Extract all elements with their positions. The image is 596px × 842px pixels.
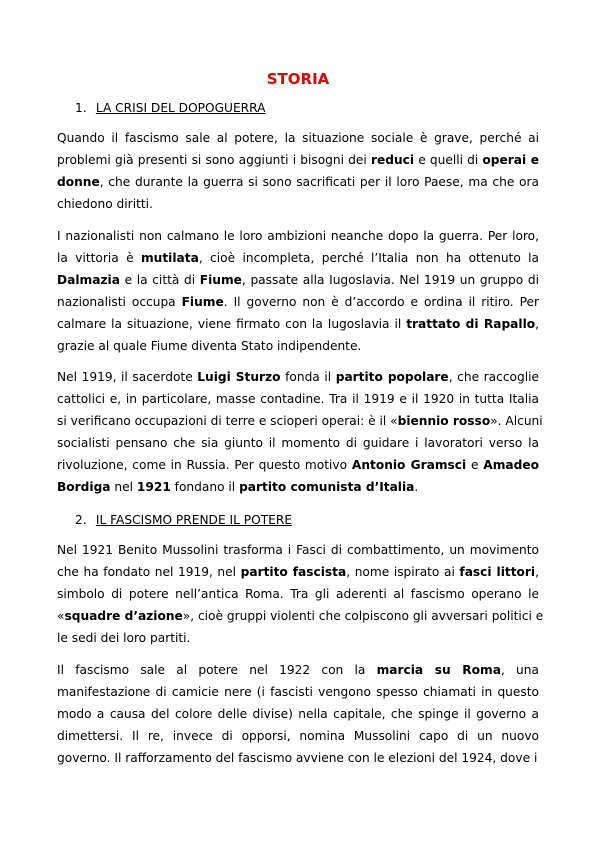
paragraph	[57, 539, 544, 649]
text-run: fondano il	[170, 480, 240, 494]
text-run: nel	[110, 480, 137, 494]
bold-text: marcia su Roma	[376, 663, 501, 677]
text-line	[57, 747, 539, 769]
text-run: ,	[535, 317, 540, 331]
text-run: rivoluzione, come in Russia. Per questo motivo	[57, 458, 352, 472]
paragraph	[57, 127, 539, 215]
text-line	[57, 193, 539, 215]
text-run: , che durante la guerra si sono sacrificati per il loro Paese, ma che ora	[99, 175, 539, 189]
text-run: Nel 1921 Benito Mussolini trasforma i Fasci di combattimento, un movimento	[57, 543, 539, 557]
text-run: . Il governo non è d’accordo e ordina il ritiro. Per	[223, 295, 539, 309]
bold-text: Luigi Sturzo	[197, 370, 281, 384]
text-line	[57, 313, 539, 335]
text-line	[57, 127, 539, 149]
bold-text: 1921	[136, 480, 171, 494]
text-run: fonda il	[280, 370, 336, 384]
text-run: calmare la situazione, viene firmato con la Iugoslavia il	[57, 317, 407, 331]
text-run: si verificano occupazioni di terre e scioperi operai: è il «	[57, 414, 398, 428]
text-line	[57, 291, 539, 313]
paragraph	[57, 366, 543, 498]
text-line	[57, 335, 539, 357]
text-run: e quelli di	[414, 153, 483, 167]
bold-text: partito fascista	[240, 565, 347, 579]
bold-text: fasci littori	[459, 565, 536, 579]
text-line	[57, 388, 539, 410]
text-run: , cioè incompleta, perché l’Italia non ha ottenuto la	[198, 251, 540, 265]
text-run: , una	[500, 663, 539, 677]
text-run: le sedi dei loro partiti.	[57, 631, 191, 645]
text-line	[57, 225, 539, 247]
bold-text: Antonio Gramsci	[351, 458, 467, 472]
bold-text: Bordiga	[57, 480, 111, 494]
text-line	[57, 725, 539, 747]
text-line	[57, 681, 539, 703]
text-run: Quando il fascismo sale al potere, la situazione sociale è grave, perché ai	[57, 131, 539, 145]
text-line	[57, 171, 539, 193]
section-heading-2	[75, 509, 292, 531]
text-run: ,	[535, 565, 539, 579]
bold-text: reduci	[370, 153, 415, 167]
bold-text: donne	[57, 175, 100, 189]
text-line	[57, 659, 539, 681]
text-line	[57, 454, 539, 476]
page-title: STORIA	[266, 70, 330, 88]
text-run: simbolo di potere nell’antica Roma. Tra gli aderenti al fascismo operano le	[57, 587, 539, 601]
text-line	[57, 410, 543, 432]
paragraph	[57, 225, 539, 357]
bold-text: trattato di Rapallo	[406, 317, 536, 331]
text-run: grazie al quale Fiume diventa Stato indipendente.	[57, 339, 362, 353]
text-run: governo. Il rafforzamento del fascismo avviene con le elezioni del 1924, dove i	[57, 751, 538, 765]
text-run: «	[57, 609, 65, 623]
text-line	[57, 366, 539, 388]
text-line	[57, 247, 539, 269]
bold-text: operai e	[482, 153, 539, 167]
text-line	[57, 476, 539, 498]
text-run: .	[414, 480, 419, 494]
text-line	[57, 605, 544, 627]
section-number: 1.	[75, 101, 87, 115]
bold-text: biennio rosso	[397, 414, 491, 428]
text-line	[57, 269, 539, 291]
text-run: Il fascismo sale al potere nel 1922 con la	[57, 663, 377, 677]
bold-text: Fiume	[181, 295, 224, 309]
text-line	[57, 561, 539, 583]
text-run: , che raccoglie	[448, 370, 540, 384]
bold-text: Dalmazia	[57, 273, 120, 287]
text-run: e	[466, 458, 484, 472]
text-run: ». Alcuni	[490, 414, 543, 428]
text-run: socialisti pensano che sia giunto il momento di guidare i lavoratori verso la	[57, 436, 539, 450]
section-number: 2.	[75, 513, 87, 527]
text-run: chiedono diritti.	[57, 197, 153, 211]
bold-text: squadre d’azione	[64, 609, 183, 623]
text-run: modo a causa del colore delle divise) nella capitale, che spinge il governo a	[57, 707, 539, 721]
text-run: nazionalisti occupa	[57, 295, 182, 309]
text-run: che ha fondato nel 1919, nel	[57, 565, 241, 579]
bold-text: Amadeo	[483, 458, 539, 472]
bold-text: Fiume	[199, 273, 242, 287]
text-line	[57, 149, 539, 171]
section-title: IL FASCISMO PRENDE IL POTERE	[95, 513, 293, 527]
text-run: dimettersi. Il re, invece di opporsi, nomina Mussolini capo di un nuovo	[57, 729, 539, 743]
bold-text: partito comunista d’Italia	[239, 480, 415, 494]
text-run: , nome ispirato ai	[346, 565, 460, 579]
text-run: problemi già presenti si sono aggiunti i bisogni dei	[57, 153, 371, 167]
text-line	[57, 539, 539, 561]
bold-text: partito popolare	[335, 370, 449, 384]
text-run: Nel 1919, il sacerdote	[57, 370, 198, 384]
paragraph	[57, 659, 539, 769]
text-run: », cioè gruppi violenti che colpiscono gli avversari politici e	[182, 609, 544, 623]
text-run: cattolici e, in particolare, masse contadine. Tra il 1919 e il 1920 in tutta Italia	[57, 392, 539, 406]
text-run: , passate alla Iugoslavia. Nel 1919 un gruppo di	[241, 273, 539, 287]
text-line	[57, 627, 539, 649]
text-line	[57, 703, 539, 725]
bold-text: mutilata	[140, 251, 199, 265]
text-line	[57, 432, 539, 454]
section-heading-1	[75, 97, 265, 119]
text-line	[57, 583, 539, 605]
section-title: LA CRISI DEL DOPOGUERRA	[95, 101, 266, 115]
text-run: la vittoria è	[57, 251, 141, 265]
text-run: manifestazione di camicie nere (i fascisti vengono spesso chiamati in questo	[57, 685, 539, 699]
text-run: I nazionalisti non calmano le loro ambizioni neanche dopo la guerra. Per loro,	[57, 229, 539, 243]
text-run: e la città di	[119, 273, 200, 287]
